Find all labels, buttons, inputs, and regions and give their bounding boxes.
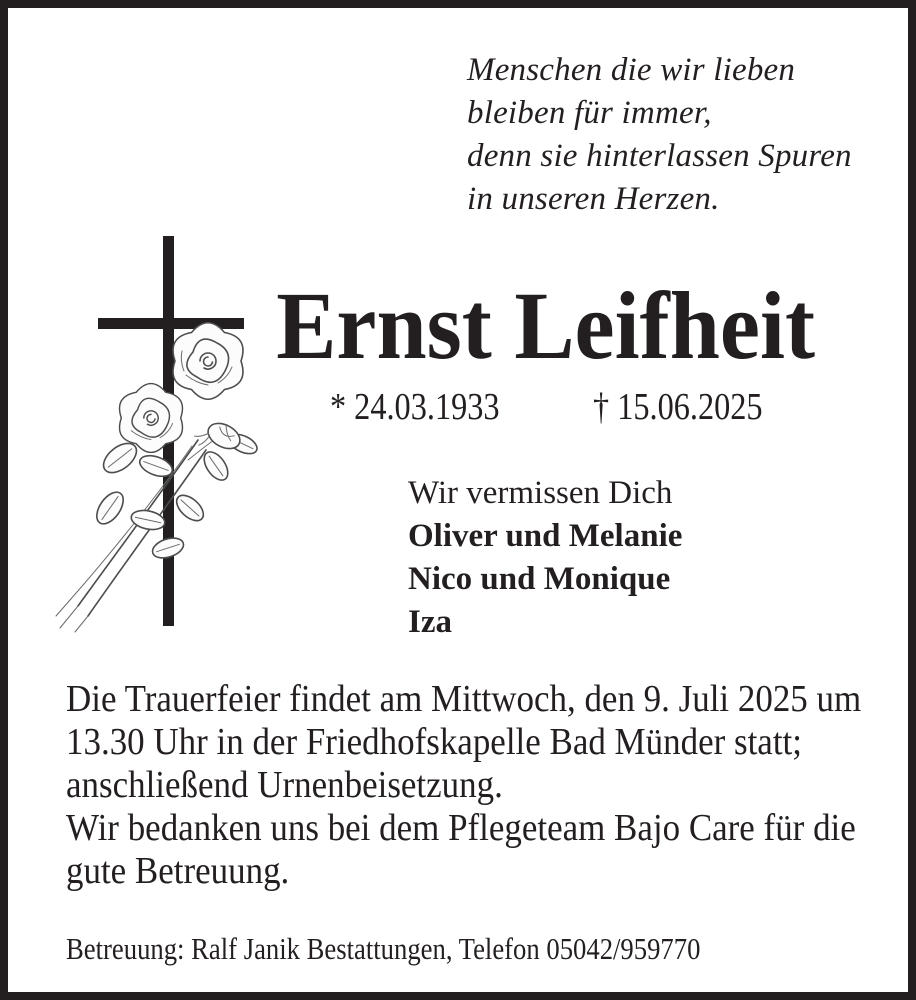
announcement-line: 13.30 Uhr in der Friedhofskapelle Bad Münder statt; (66, 721, 802, 763)
deceased-name (186, 272, 906, 379)
poem-line: bleiben für immer, (467, 95, 712, 131)
announcement-line: anschließend Urnenbeisetzung. (66, 764, 503, 806)
announcement-line: gute Betreuung. (66, 850, 290, 892)
memorial-poem (467, 49, 852, 221)
birth-date: * 24.03.1933 (329, 386, 500, 428)
funeral-home-info: Betreuung: Ralf Janik Bestattungen, Telefon 05042/959770 (66, 931, 701, 966)
rose-icon (120, 384, 183, 453)
family-name: Iza (408, 604, 452, 640)
stem-lines (56, 435, 221, 632)
family-name: Nico und Monique (408, 561, 671, 597)
funeral-announcement (66, 678, 861, 893)
mourning-family (408, 472, 682, 644)
announcement-line: Die Trauerfeier findet am Mittwoch, den 9. Juli 2025 um (66, 678, 862, 720)
family-name: Oliver und Melanie (408, 518, 683, 554)
life-dates (186, 385, 906, 429)
poem-line: denn sie hinterlassen Spuren (467, 138, 852, 174)
mourning-intro: Wir vermissen Dich (408, 475, 673, 511)
announcement-line: Wir bedanken uns bei dem Pflegeteam Bajo Care für die (66, 807, 856, 849)
leaf-icon (91, 430, 259, 561)
deceased-name-text: Ernst Leifheit (276, 272, 816, 379)
death-date: † 15.06.2025 (592, 386, 763, 428)
poem-line: Menschen die wir lieben (467, 52, 796, 88)
poem-line: in unseren Herzen. (467, 181, 720, 217)
